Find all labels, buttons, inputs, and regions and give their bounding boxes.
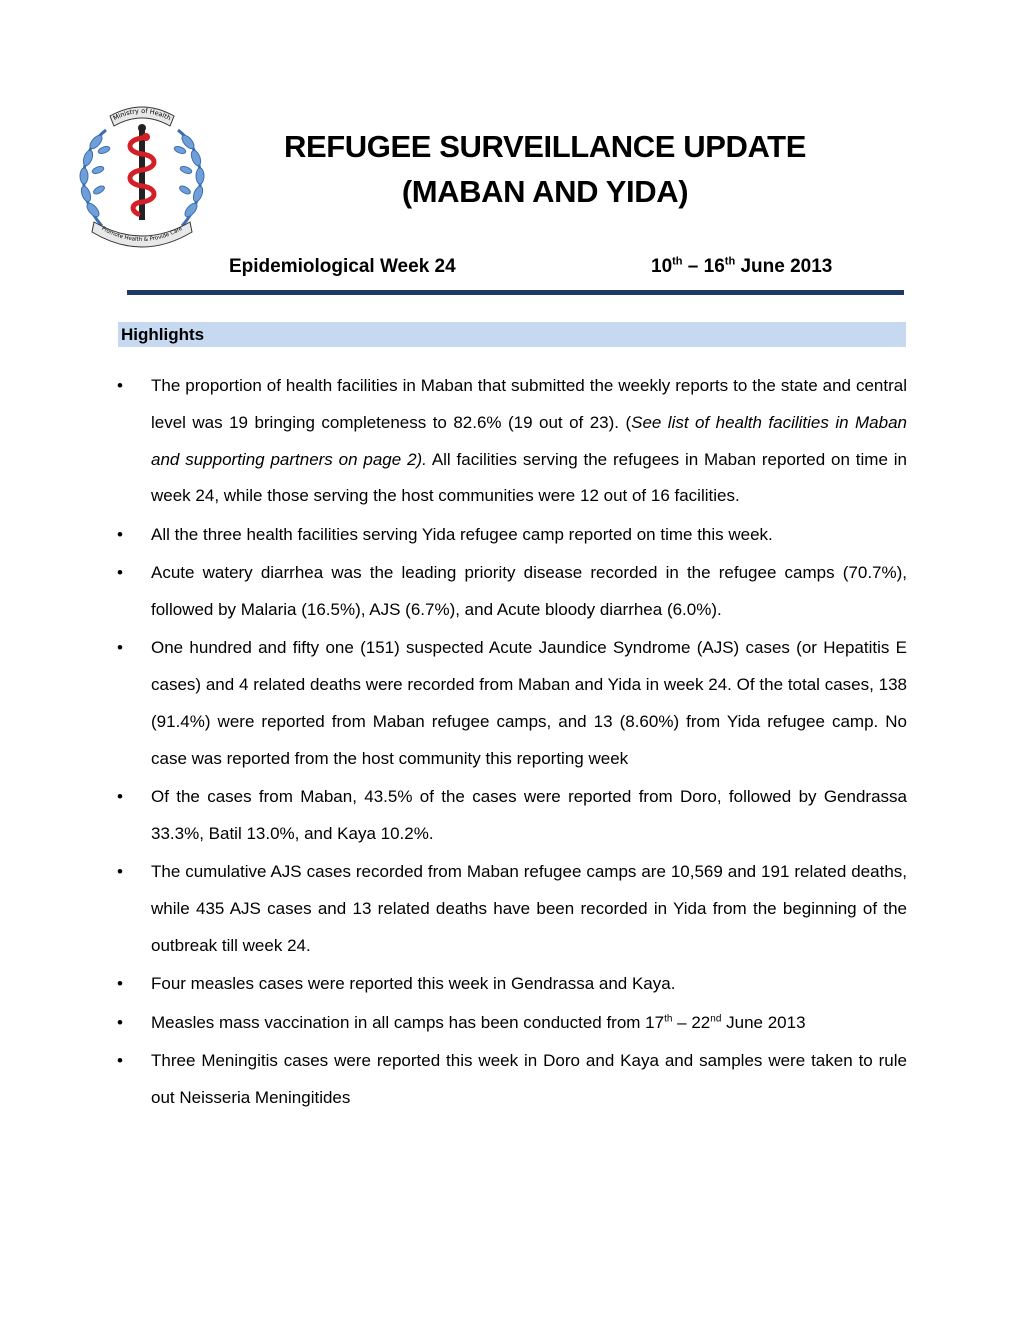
list-item [117,630,907,777]
bullet-text: The proportion of health facilities in Maban that submitted the weekly reports to the state and central level was 19 bringing completeness to 82.6% (19 out of 23). ( [151,376,907,432]
date-end-suffix: th [724,255,736,268]
list-item [117,1005,907,1042]
bullet-text: Three Meningitis cases were reported this week in Doro and Kaya and samples were taken to rule out Neisseria Meningitides [151,1051,907,1107]
bullet-text: All facilities serving the refugees in Maban reported on time in week 24, while those serving the host communities were 12 out of 16 facilities. [151,449,907,506]
highlights-heading: Highlights [121,325,205,344]
epidemiological-week: Epidemiological Week 24 [229,256,456,277]
bullet-superscript: nd [710,1013,722,1025]
date-month-year: June 2013 [735,256,833,277]
list-item [117,1043,907,1117]
highlights-heading-bar [118,322,906,347]
highlights-list [117,368,907,1118]
list-item [117,555,907,629]
title-line-1: REFUGEE SURVEILLANCE UPDATE [284,129,806,164]
bullet-italic-reference: See list of health facilities in Maban and supporting partners on page 2). [151,412,907,469]
bullet-text: Four measles cases were reported this week in Gendrassa and Kaya. [151,974,676,994]
title-line-2: (MABAN AND YIDA) [401,174,689,209]
date-start-day: 10 [651,256,673,277]
list-item [117,854,907,964]
bullet-text: Acute watery diarrhea was the leading priority disease recorded in the refugee camps (70.7%), followed by Malaria (16.5%), AJS (6.7%), and Acute bloody diarrhea (6.0%). [151,563,907,619]
bullet-text: Measles mass vaccination in all camps has been conducted from 17 [151,1012,665,1032]
list-item [117,966,907,1003]
bullet-text: – 22 [672,1012,711,1032]
list-item [117,517,907,554]
ministry-of-health-logo [66,100,218,252]
logo-text-top: Ministry of Health [111,106,173,123]
bullet-text: All the three health facilities serving Yida refugee camp reported on time this week. [151,524,773,544]
list-item [117,779,907,853]
bullet-text: The cumulative AJS cases recorded from Maban refugee camps are 10,569 and 191 related deaths, while 435 AJS cases and 13 related deaths have been recorded in Yida from the beginning of the outbreak till week 24. [151,862,907,955]
bullet-text: Of the cases from Maban, 43.5% of the cases were reported from Doro, followed by Gendrassa 33.3%, Batil 13.0%, and Kaya 10.2%. [151,787,907,843]
date-range [651,256,832,278]
list-item [117,368,907,515]
bullet-text: June 2013 [721,1012,806,1032]
date-end-day: 16 [703,256,725,277]
logo-text-bottom: Promote Health & Provide Care [100,225,184,244]
bullet-superscript: th [664,1013,673,1025]
document-title [240,124,850,214]
bullet-text: One hundred and fifty one (151) suspected Acute Jaundice Syndrome (AJS) cases (or Hepatitis E cases) and 4 related deaths were recorded from Maban and Yida in week 24. Of the total cases, 138 (91.4%) were reported from Maban refugee camps, and 13 (8.60%) from Yida refugee camp. No case was reported from the host community this reporting week [151,638,907,768]
date-start-suffix: th [672,255,683,268]
rod-of-asclepius-icon [130,124,154,220]
header-divider [127,290,904,295]
date-separator: – [682,256,704,277]
